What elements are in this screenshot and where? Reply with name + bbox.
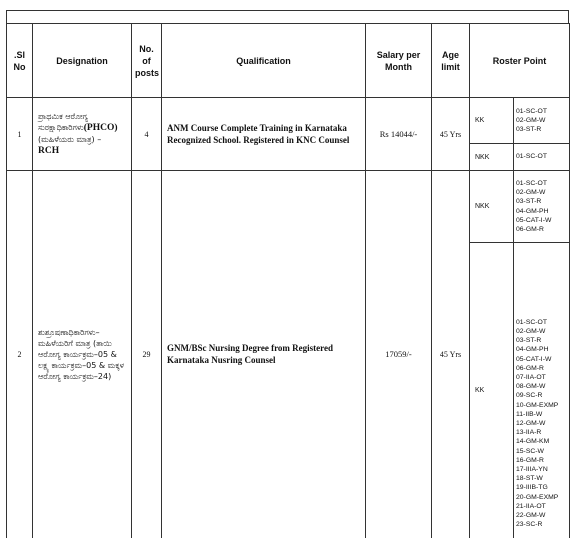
roster-point: 01-SC-OT [516, 318, 547, 326]
roster-point: 03-ST-R [516, 337, 542, 345]
roster-point: 13-IIA-R [516, 429, 542, 437]
row-salary: 17059/- [366, 171, 432, 538]
roster-point: 19-IIIB-TG [516, 484, 548, 492]
roster-point: 01-SC-OT [516, 179, 547, 187]
roster-points [514, 171, 570, 243]
roster-point: 10-GM-EXMP [516, 401, 559, 409]
header-sl: .Sl No [7, 24, 33, 98]
roster-point: 03-ST-R [516, 198, 542, 206]
roster-point: 22-GM-W [516, 512, 546, 520]
header-roster: Roster Point [470, 24, 570, 98]
header-age: Age limit [432, 24, 470, 98]
roster-point: 06-GM-R [516, 225, 544, 233]
row-designation: ಶುಶ್ರೂಷಣಾಧಿಕಾರಿಗಳು– ಮಹಿಳೆಯರಿಗೆ ಮಾತ್ರ (ತಾಯಿ ಆರೋಗ್ಯ ಕಾರ್ಯಕ್ರಮ–05 & ಲಕ್ಷ್ಯ ಕಾರ್ಯಕ್ರಮ–05 & ಮಕ್ಕಳ ಆರೋಗ್ಯ ಕಾರ್ಯಕ್ರಮ–24) [33, 171, 132, 538]
designation-kannada-note: (ಮಹಿಳೆಯರು ಮಾತ್ರ) – [38, 135, 102, 144]
roster-point: 01-SC-OT [516, 153, 547, 161]
row-designation [33, 98, 132, 171]
roster-points [514, 98, 570, 144]
header-salary: Salary per Month [366, 24, 432, 98]
roster-point: 06-GM-R [516, 364, 544, 372]
designation-program: RCH [38, 146, 60, 156]
roster-point: 05-CAT-I-W [516, 216, 552, 224]
roster-points [514, 243, 570, 538]
roster-point: 23-SC-R [516, 521, 543, 529]
roster-category: KK [470, 98, 514, 144]
roster-point: 12-GM-W [516, 420, 546, 428]
row-qualification: ANM Course Complete Training in Karnataka Recognized School. Registered in KNC Counsel [162, 98, 366, 171]
roster-point: 14-GM-KM [516, 438, 550, 446]
roster-point: 05-CAT-I-W [516, 355, 552, 363]
row-qualification: GNM/BSc Nursing Degree from Registered Karnataka Nusring Counsel [162, 171, 366, 538]
roster-point: 11-IIB-W [516, 410, 543, 418]
row-age: 45 Yrs [432, 98, 470, 171]
table-top-border [6, 10, 569, 24]
roster-point: 07-IIA-OT [516, 374, 546, 382]
roster-point: 15-SC-W [516, 447, 544, 455]
header-posts: No. of posts [132, 24, 162, 98]
roster-point: 04-GM-PH [516, 207, 549, 215]
roster-point: 18-ST-W [516, 475, 543, 483]
roster-point: 21-IIA-OT [516, 502, 546, 510]
row-age: 45 Yrs [432, 171, 470, 538]
designation-english: (PHCO) [83, 123, 118, 133]
roster-point: 09-SC-R [516, 392, 543, 400]
roster-point: 17-IIIA-YN [516, 466, 548, 474]
roster-point: 02-GM-W [516, 189, 546, 197]
row-sl: 1 [7, 98, 33, 171]
roster-category: KK [470, 243, 514, 538]
header-row [7, 24, 570, 98]
roster-point: 01-SC-OT [516, 107, 547, 115]
header-designation: Designation [33, 24, 132, 98]
roster-point: 02-GM-W [516, 328, 546, 336]
roster-point: 16-GM-R [516, 456, 544, 464]
row-posts: 4 [132, 98, 162, 171]
roster-point: 04-GM-PH [516, 346, 549, 354]
designation-kannada: ಪ್ರಾಥಮಿಕ ಆರೋಗ್ಯ ಸುರಕ್ಷಾಧಿಕಾರಿಗಳು [38, 112, 88, 132]
roster-point: 08-GM-W [516, 383, 546, 391]
recruitment-table [6, 23, 570, 538]
table-row [7, 171, 570, 243]
roster-point: 20-GM-EXMP [516, 493, 559, 501]
roster-point: 02-GM-W [516, 116, 546, 124]
table-row [7, 98, 570, 144]
roster-category: NKK [470, 171, 514, 243]
roster-category: NKK [470, 144, 514, 171]
header-qualification: Qualification [162, 24, 366, 98]
row-posts: 29 [132, 171, 162, 538]
row-sl: 2 [7, 171, 33, 538]
row-salary: Rs 14044/- [366, 98, 432, 171]
roster-point: 03-ST-R [516, 126, 542, 134]
roster-points [514, 144, 570, 171]
